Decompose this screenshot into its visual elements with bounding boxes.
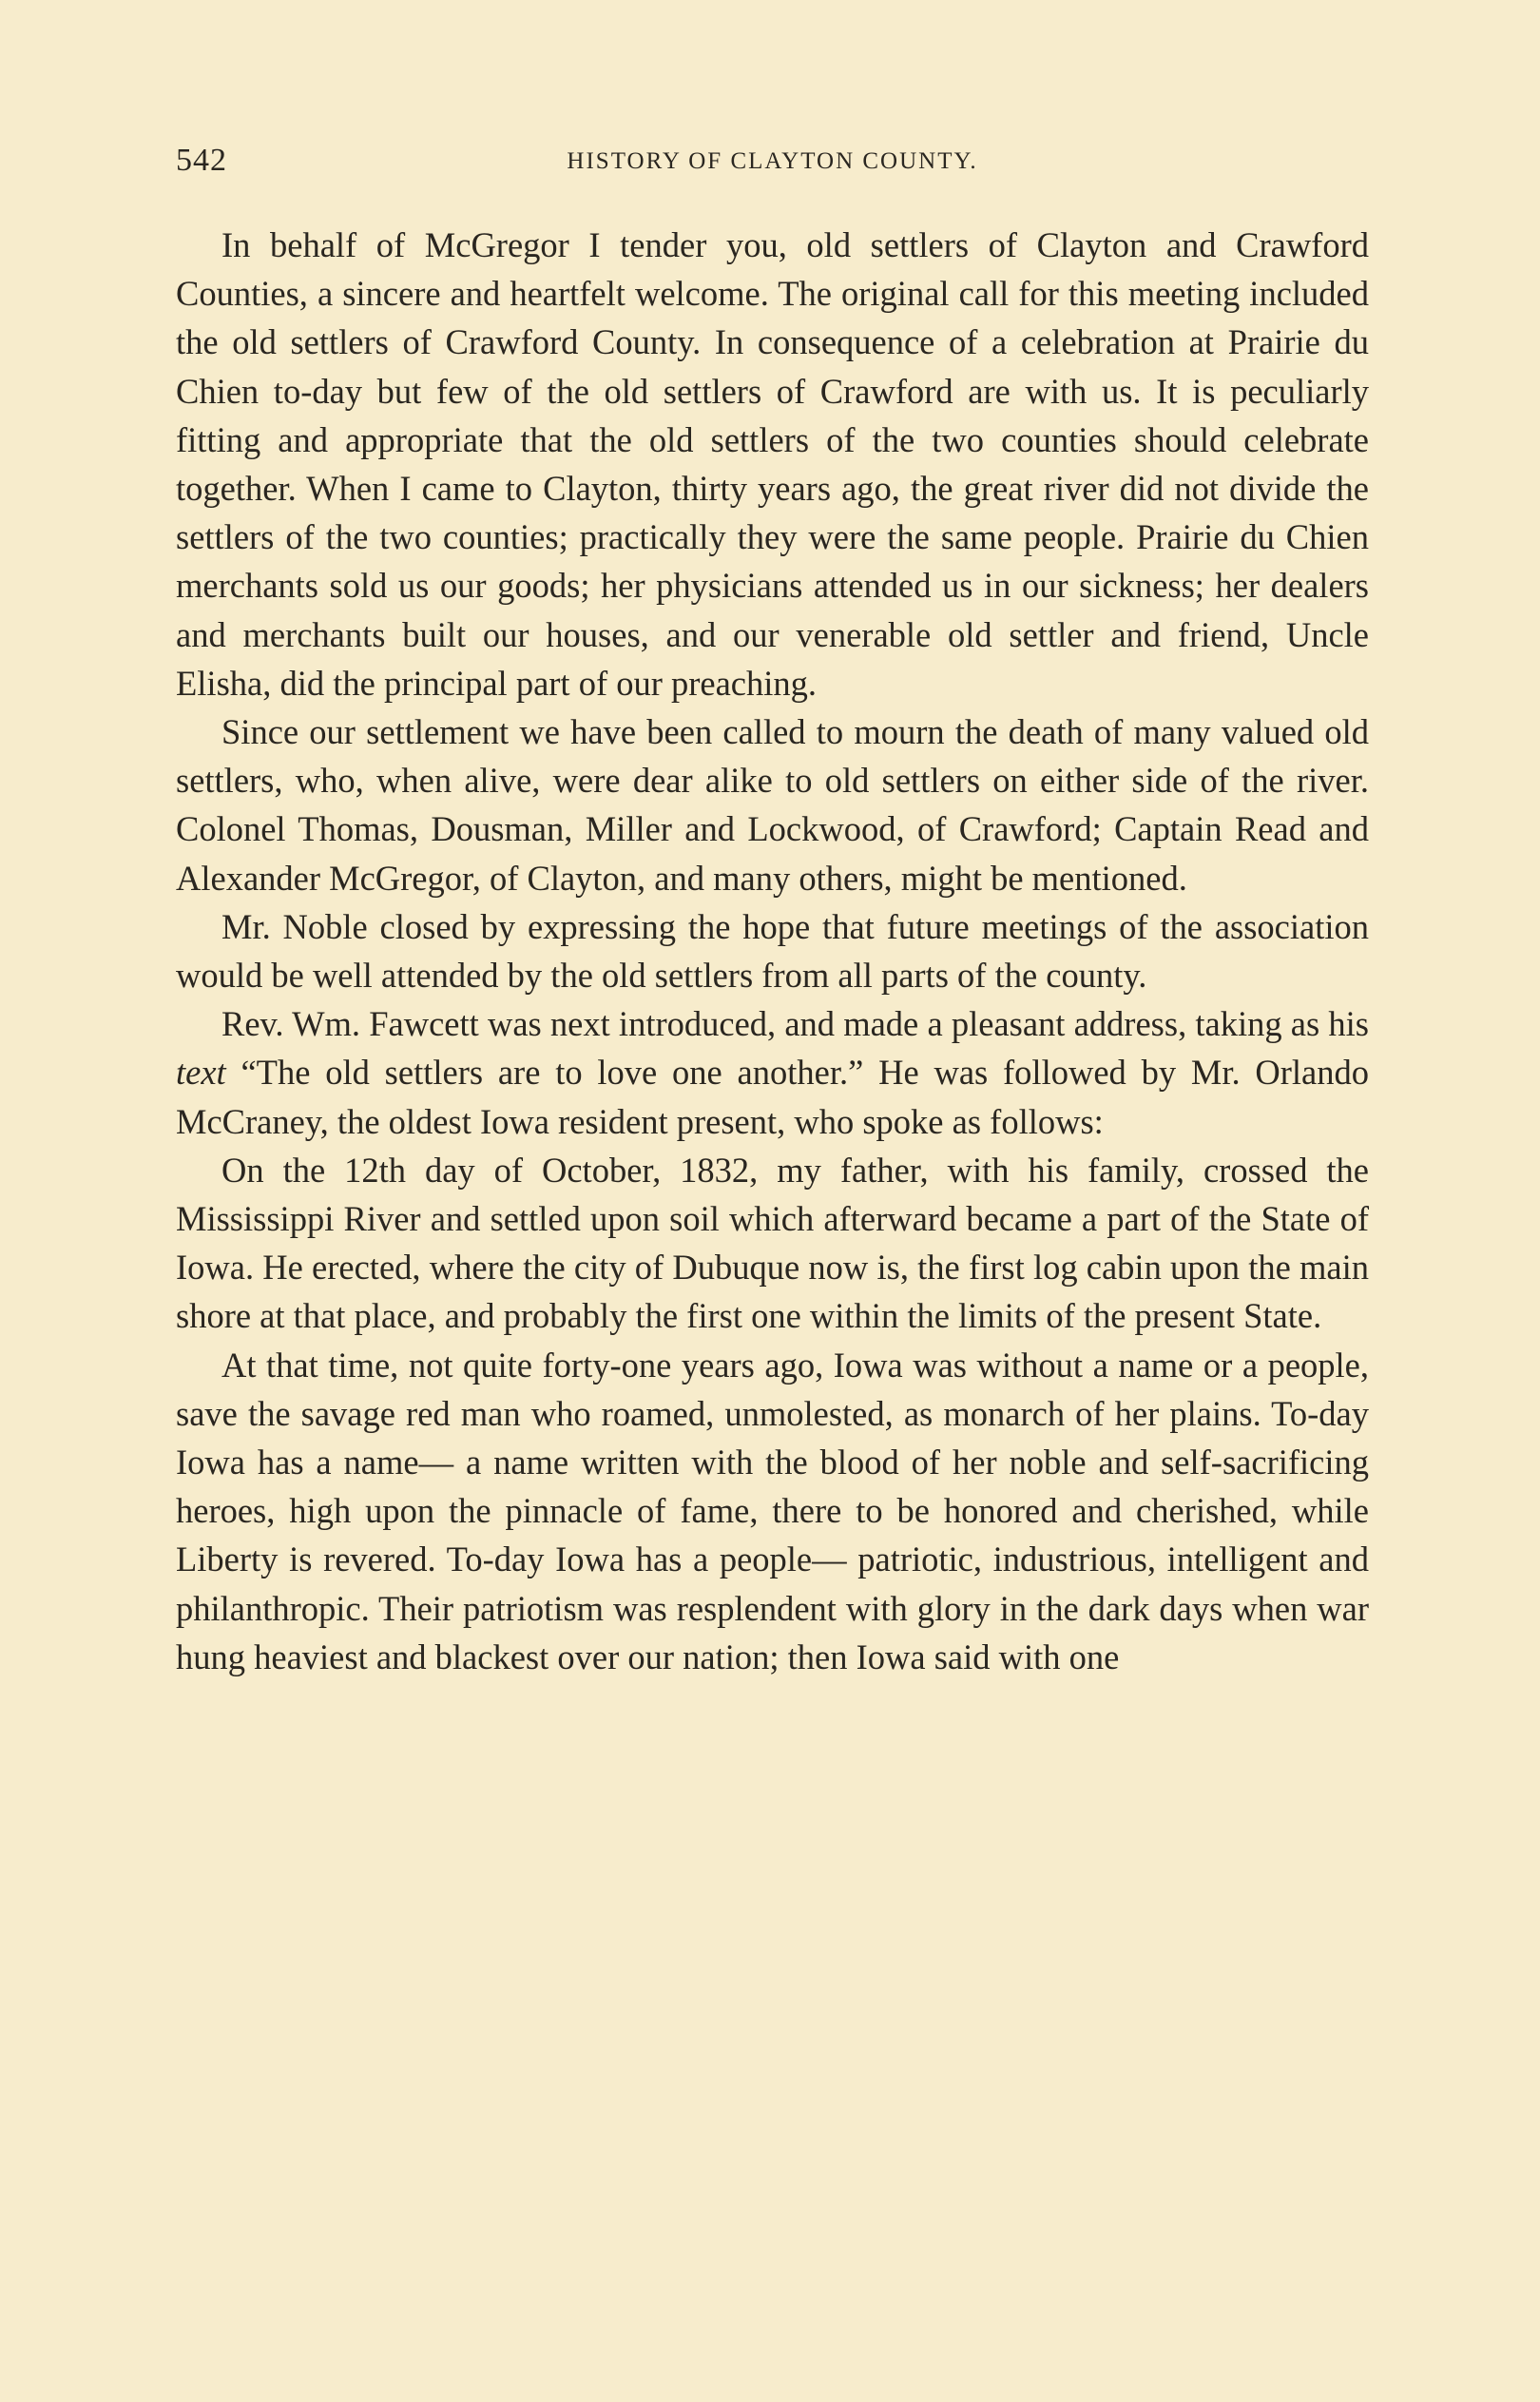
paragraph-noble-closing: Mr. Noble closed by expressing the hope that future meetings of the association would be well attended by the old settlers from all parts of the county.	[176, 906, 1369, 996]
running-head	[176, 143, 1369, 190]
fawcett-text-start: Rev. Wm. Fawcett was next introduced, and made a pleasant address, taking as his	[221, 1004, 1369, 1044]
paragraph-fawcett	[176, 999, 1369, 1146]
paragraph-mourning: Since our settlement we have been called to mourn the death of many valued old settlers, who, when alive, were dear alike to old settlers on either side of the river. Colonel Thomas, Dous​man, Miller and Lockwood, of Crawford; Captain Read and Alexander McGregor, of Clayton, and many others, might be mentioned.	[176, 712, 1369, 898]
page-number: 542	[176, 143, 227, 178]
paragraph-welcome: In behalf of McGregor I tender you, old settlers of Clayton and Crawford Counties, a sincere and heartfelt welcome. The original call for this meeting included the old settlers of Crawford County. In consequence of a celebration at Prairie du Chien to-day but few of the old settlers of Crawford are with us. It is peculiarly fitting and appropriate that the old settlers of the two counties should celebrate together. When I came to Clayton, thirty years ago, the great river did not divide the settlers of the two counties; practically they were the same people. Prairie du Chien merchants sold us our goods; her physicians attended us in our sickness; her dealers and merchants built our houses, and our venerable old settler and friend, Uncle Elisha, did the principal part of our preaching.	[176, 225, 1369, 703]
paragraph-mccraney-1832: On the 12th day of October, 1832, my father, with his family, crossed the Mississippi River and settled upon soil which after​ward became a part of the State of Iowa. He erected, where the city of Dubuque now is, the first log cabin upon the main shore at that place, and probably the first one within the limits of the present State.	[176, 1150, 1369, 1336]
running-title: HISTORY OF CLAYTON COUNTY.	[567, 148, 978, 174]
body-text	[176, 221, 1369, 1681]
fawcett-text-end: “The old settlers are to love one an​other.” He was followed by Mr. Orlando McCraney, the oldest Iowa resident present, who spoke as follows:	[176, 1053, 1369, 1141]
fawcett-text-italic: text	[176, 1053, 226, 1093]
paragraph-iowa-name: At that time, not quite forty-one years ago, Iowa was without a name or a people, save the savage red man who roamed, un​molested, as monarch of her plains. To-day Iowa has a name— a name written with the blood of her noble and self-sacrificing heroes, high upon the pinnacle of fame, there to be honored and cherished, while Liberty is revered. To-day Iowa has a people— patriotic, industrious, intelligent and philanthropic. Their patriot​ism was resplendent with glory in the dark days when war hung heaviest and blackest over our nation; then Iowa said with one	[176, 1345, 1369, 1676]
